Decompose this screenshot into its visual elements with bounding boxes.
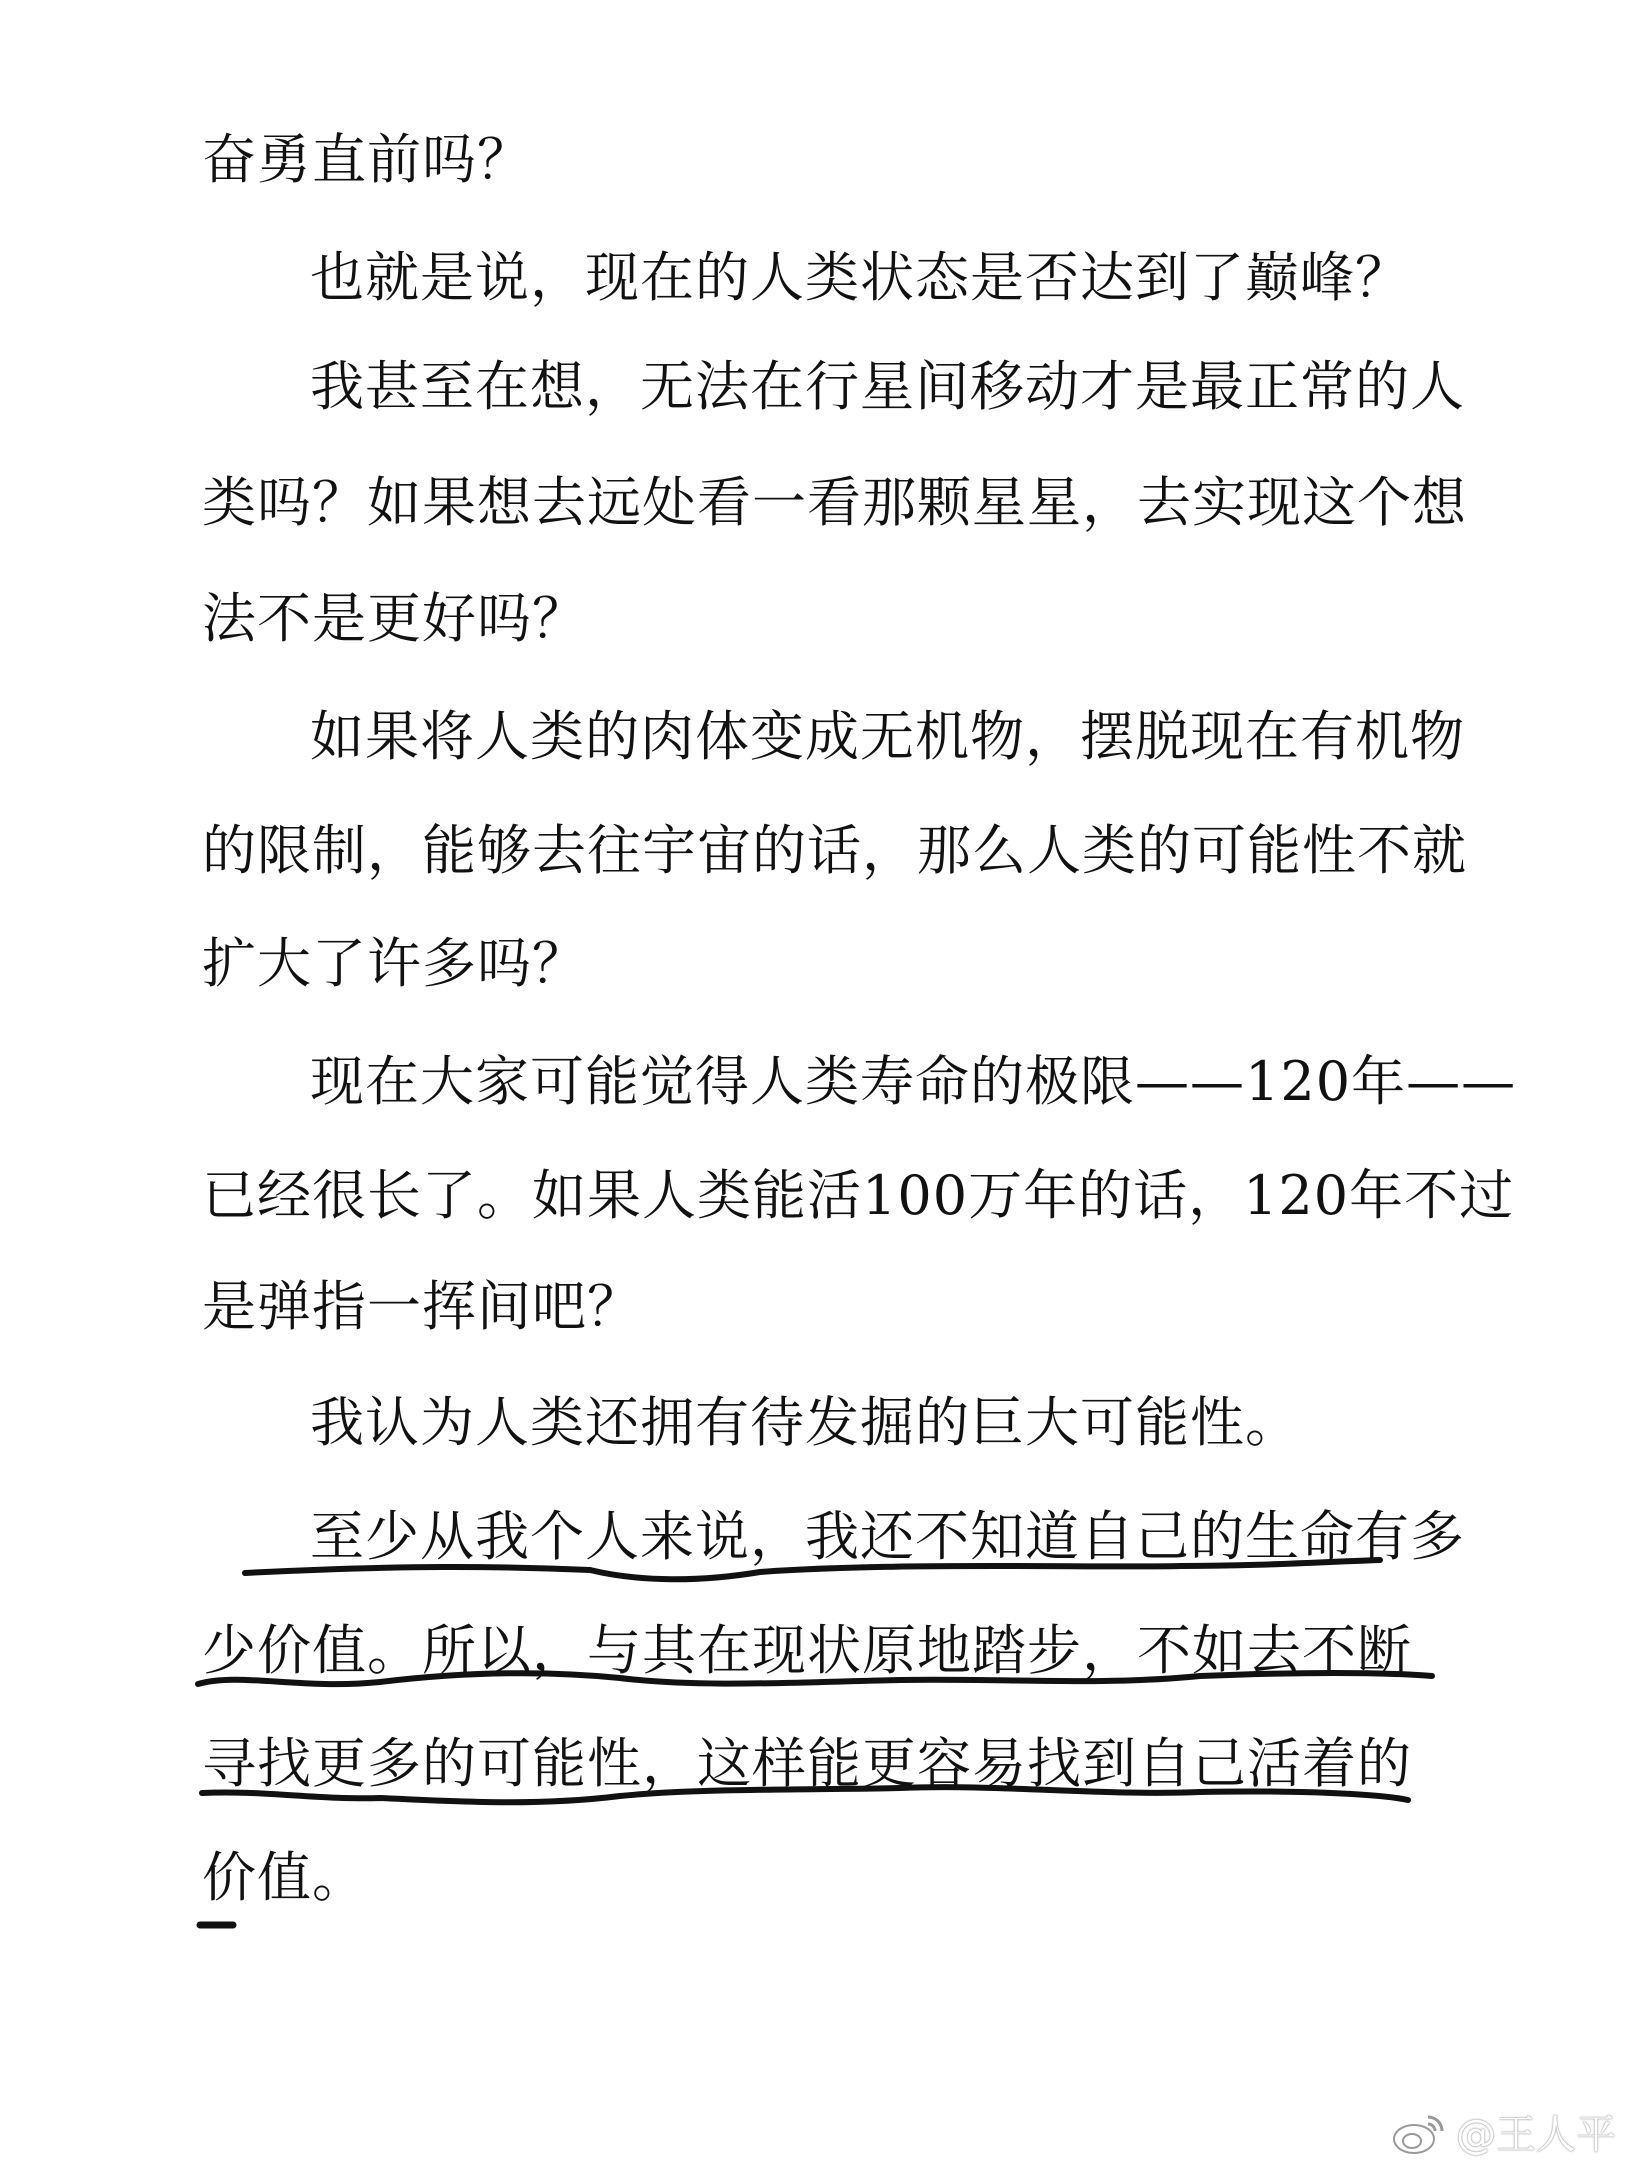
text-line: 法不是更好吗？ (202, 587, 587, 650)
text-line: 寻找更多的可能性，这样能更容易找到自己活着的 (202, 1732, 1412, 1795)
underline-1 (245, 1560, 1380, 1579)
text-line: 至少从我个人来说，我还不知道自己的生命有多 (310, 1505, 1465, 1568)
text-line: 我甚至在想，无法在行星间移动才是最正常的人 (310, 355, 1465, 418)
text-line: 类吗？如果想去远处看一看那颗星星，去实现这个想 (202, 471, 1467, 534)
weibo-logo-icon (1390, 2107, 1450, 2157)
text-line: 现在大家可能觉得人类寿命的极限——120年—— (310, 1050, 1517, 1113)
text-line: 的限制，能够去往宇宙的话，那么人类的可能性不就 (202, 819, 1467, 882)
watermark-text: @王人平 (1456, 2112, 1616, 2158)
underline-2 (198, 1673, 1432, 1684)
text-line: 是弹指一挥间吧？ (202, 1275, 642, 1338)
text-line: 我认为人类还拥有待发掘的巨大可能性。 (310, 1391, 1300, 1454)
text-line: 如果将人类的肉体变成无机物，摆脱现在有机物 (310, 705, 1465, 768)
watermark (1390, 2103, 1616, 2160)
text-line: 少价值。所以，与其在现状原地踏步，不如去不断 (202, 1619, 1412, 1682)
text-line: 也就是说，现在的人类状态是否达到了巅峰？ (310, 246, 1410, 309)
text-line: 已经很长了。如果人类能活100万年的话，120年不过 (202, 1164, 1515, 1227)
text-line: 价值。 (202, 1846, 367, 1909)
text-line: 奋勇直前吗？ (202, 128, 532, 191)
text-line: 扩大了许多吗？ (202, 932, 587, 995)
underline-3 (202, 1787, 1408, 1802)
